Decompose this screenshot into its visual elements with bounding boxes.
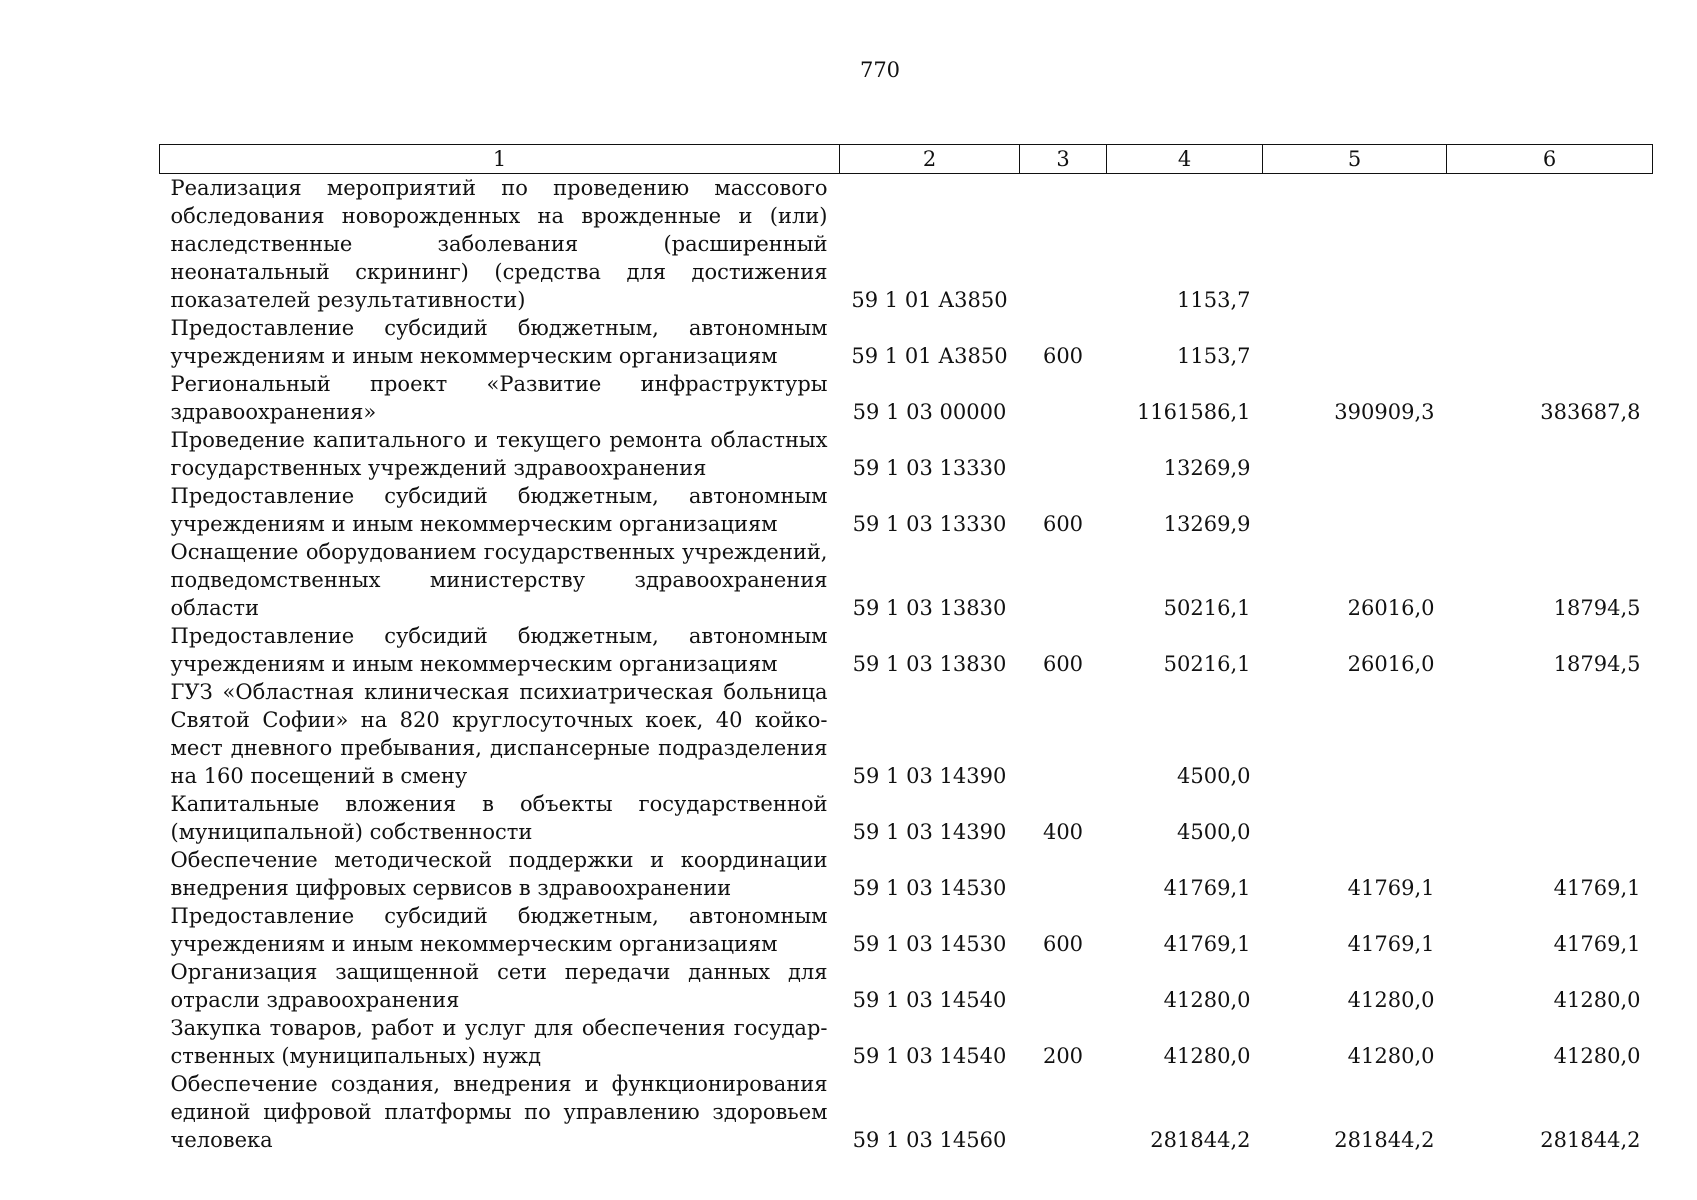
item-name: Закупка товаров, работ и услуг для обеспечения государственных (муниципальных) нужд: [170, 1016, 828, 1068]
page-number: 770: [859, 58, 901, 82]
amount-col-4: 1153,7: [1177, 288, 1251, 312]
column-header-1: 1: [160, 145, 840, 174]
amount-col-4: 1153,7: [1177, 344, 1251, 368]
expense-type: [1020, 678, 1107, 790]
expense-type: [1020, 426, 1107, 482]
budget-table: [159, 144, 1653, 1154]
table-row: [160, 482, 1653, 538]
table-row: [160, 1014, 1653, 1070]
classification-code: 59 1 03 14560: [852, 1128, 1007, 1152]
classification-code: 59 1 03 13830: [852, 652, 1007, 676]
expense-type: 200: [1042, 1044, 1084, 1068]
item-name: Обеспечение создания, внедрения и функционирования единой цифровой платформы по управлению здоровьем человека: [170, 1072, 828, 1152]
classification-code: 59 1 01 А3850: [851, 288, 1008, 312]
expense-type: [1020, 174, 1107, 315]
item-name: ГУЗ «Областная клиническая психиатрическая больница Святой Софии» на 820 круглосуточных коек, 40 койко-мест дневного пребывания, диспансерные подразделения на 160 посещений в смену: [170, 680, 828, 788]
amount-col-6: [1447, 426, 1653, 482]
amount-col-5: 41280,0: [1347, 1044, 1435, 1068]
amount-col-6: 41769,1: [1553, 932, 1641, 956]
amount-col-6: [1447, 790, 1653, 846]
amount-col-4: 1161586,1: [1136, 400, 1251, 424]
amount-col-4: 41280,0: [1163, 1044, 1251, 1068]
amount-col-6: 41769,1: [1553, 876, 1641, 900]
item-name: Обеспечение методической поддержки и координации внедрения цифровых сервисов в здравоохранении: [170, 848, 828, 900]
amount-col-5: 26016,0: [1347, 596, 1435, 620]
amount-col-5: 26016,0: [1347, 652, 1435, 676]
amount-col-4: 4500,0: [1177, 764, 1251, 788]
amount-col-5: [1263, 174, 1447, 315]
amount-col-4: 13269,9: [1163, 512, 1251, 536]
expense-type: [1020, 846, 1107, 902]
amount-col-6: 41280,0: [1553, 988, 1641, 1012]
amount-col-4: 41769,1: [1163, 932, 1251, 956]
column-header-3: 3: [1020, 145, 1107, 174]
expense-type: 600: [1042, 652, 1084, 676]
table-row: [160, 902, 1653, 958]
amount-col-6: [1447, 314, 1653, 370]
amount-col-6: [1447, 678, 1653, 790]
item-name: Капитальные вложения в объекты государственной (муниципальной) собственности: [170, 792, 828, 844]
amount-col-6: 281844,2: [1540, 1128, 1641, 1152]
amount-col-4: 13269,9: [1163, 456, 1251, 480]
classification-code: 59 1 03 14390: [852, 820, 1007, 844]
table-row: [160, 958, 1653, 1014]
table-row: [160, 622, 1653, 678]
classification-code: 59 1 03 14540: [852, 988, 1007, 1012]
table-row: [160, 846, 1653, 902]
amount-col-5: [1263, 426, 1447, 482]
amount-col-5: 41769,1: [1347, 876, 1435, 900]
table-row: [160, 370, 1653, 426]
classification-code: 59 1 01 А3850: [851, 344, 1008, 368]
amount-col-5: [1263, 790, 1447, 846]
amount-col-6: [1447, 482, 1653, 538]
expense-type: [1020, 958, 1107, 1014]
table-row: [160, 538, 1653, 622]
classification-code: 59 1 03 13330: [852, 456, 1007, 480]
item-name: Реализация мероприятий по проведению массового обследования новорожденных на врожденные и (или) наследственные заболевания (расширенный неонатальный скрининг) (средства для достижения показателей результативности): [170, 176, 828, 312]
expense-type: 400: [1042, 820, 1084, 844]
classification-code: 59 1 03 13330: [852, 512, 1007, 536]
expense-type: 600: [1042, 512, 1084, 536]
classification-code: 59 1 03 14530: [852, 876, 1007, 900]
expense-type: [1020, 370, 1107, 426]
item-name: Региональный проект «Развитие инфраструктуры здравоохранения»: [170, 372, 828, 424]
table-header: [160, 145, 1653, 174]
amount-col-6: 18794,5: [1553, 652, 1641, 676]
item-name: Предоставление субсидий бюджетным, автономным учреждениям и иным некоммерческим организациям: [170, 316, 828, 368]
item-name: Предоставление субсидий бюджетным, автономным учреждениям и иным некоммерческим организациям: [170, 624, 828, 676]
column-header-5: 5: [1263, 145, 1447, 174]
table-row: [160, 678, 1653, 790]
amount-col-6: 41280,0: [1553, 1044, 1641, 1068]
table-row: [160, 426, 1653, 482]
expense-type: [1020, 538, 1107, 622]
amount-col-4: 41280,0: [1163, 988, 1251, 1012]
amount-col-4: 41769,1: [1163, 876, 1251, 900]
amount-col-4: 281844,2: [1150, 1128, 1251, 1152]
item-name: Проведение капитального и текущего ремонта областных государственных учреждений здравоохранения: [170, 428, 828, 480]
header-row: [160, 145, 1653, 174]
column-header-6: 6: [1447, 145, 1653, 174]
column-header-4: 4: [1107, 145, 1263, 174]
expense-type: 600: [1042, 932, 1084, 956]
amount-col-4: 50216,1: [1163, 652, 1251, 676]
amount-col-5: 281844,2: [1334, 1128, 1435, 1152]
amount-col-5: [1263, 482, 1447, 538]
amount-col-6: 18794,5: [1553, 596, 1641, 620]
item-name: Организация защищенной сети передачи данных для отрасли здравоохранения: [170, 960, 828, 1012]
amount-col-4: 50216,1: [1163, 596, 1251, 620]
amount-col-5: [1263, 314, 1447, 370]
column-header-2: 2: [840, 145, 1020, 174]
table-row: [160, 314, 1653, 370]
table-row: [160, 790, 1653, 846]
amount-col-6: 383687,8: [1540, 400, 1641, 424]
classification-code: 59 1 03 14390: [852, 764, 1007, 788]
expense-type: [1020, 1070, 1107, 1154]
table-row: [160, 174, 1653, 315]
amount-col-5: 41280,0: [1347, 988, 1435, 1012]
item-name: Оснащение оборудованием государственных учреждений, подведомственных министерству здравоохранения области: [170, 540, 828, 620]
table-row: [160, 1070, 1653, 1154]
classification-code: 59 1 03 00000: [852, 400, 1007, 424]
classification-code: 59 1 03 13830: [852, 596, 1007, 620]
classification-code: 59 1 03 14530: [852, 932, 1007, 956]
amount-col-5: 390909,3: [1334, 400, 1435, 424]
amount-col-5: 41769,1: [1347, 932, 1435, 956]
amount-col-5: [1263, 678, 1447, 790]
table-body: [160, 174, 1653, 1155]
classification-code: 59 1 03 14540: [852, 1044, 1007, 1068]
item-name: Предоставление субсидий бюджетным, автономным учреждениям и иным некоммерческим организациям: [170, 904, 828, 956]
expense-type: 600: [1042, 344, 1084, 368]
amount-col-4: 4500,0: [1177, 820, 1251, 844]
amount-col-6: [1447, 174, 1653, 315]
item-name: Предоставление субсидий бюджетным, автономным учреждениям и иным некоммерческим организациям: [170, 484, 828, 536]
